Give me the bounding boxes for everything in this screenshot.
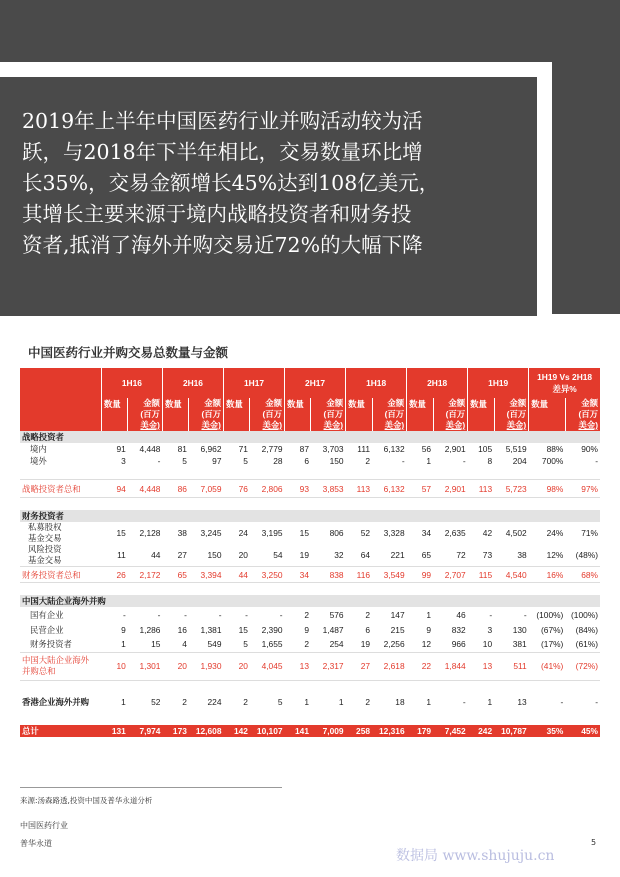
count-cell: 179 [407,725,433,737]
count-cell: 111 [357,444,371,454]
count-cell: 34 [421,528,432,538]
amount-cell: 966 [451,639,466,650]
count-cell: 2 [365,696,371,707]
amount-header: 金额 (百万 美金) [311,398,346,431]
amount-cell: 4,540 [494,567,529,583]
count-cell: 19 [360,639,371,650]
amount-cell: 576 [329,609,344,620]
diff-cell: 45% [565,725,600,737]
count-cell: 105 [478,444,493,454]
diff-cell: 90% [581,444,598,454]
count-cell: 24 [238,528,248,538]
headline-line: 长35%，交易金额增长45%达到108亿美元， [22,171,440,195]
amount-cell: - [218,609,222,620]
count-cell: 13 [285,652,311,680]
amount-cell: 1,286 [139,624,161,635]
section-label: 中国大陆企业海外并购 [20,595,600,607]
count-cell: 1 [426,609,432,620]
amount-cell: 5,723 [494,480,529,498]
page-number: 5 [591,838,597,847]
amount-cell: 7,452 [433,725,468,737]
table-row [20,637,600,652]
table-row [20,725,600,737]
period-header: 1H16 [101,368,162,398]
header-blank [20,398,101,431]
diff-cell: (61%) [575,639,598,650]
diff-cell: 12% [546,550,564,560]
count-cell: 173 [162,725,188,737]
diff-header-line2: 差异% [552,384,577,394]
count-header: 数量 [346,398,372,431]
diff-cell: (67%) [541,624,564,635]
count-cell: 113 [468,480,494,498]
amount-cell: 224 [207,696,222,707]
count-header: 数量 [162,398,188,431]
row-label: 私募股权 基金交易 [28,522,62,543]
count-cell: 57 [407,480,433,498]
amount-cell: - [401,456,405,466]
count-cell: - [489,609,493,620]
table-row [20,443,600,455]
count-cell: 1 [121,696,126,707]
amount-cell: 12,608 [189,725,224,737]
amount-cell: 147 [390,609,405,620]
amount-cell: 150 [207,550,222,560]
source-note: 来源:汤森路透,投资中国及普华永道分析 [20,796,153,805]
headline-line: 其增长主要来源于境内战略投资者和财务投 [22,202,412,226]
count-cell: 87 [299,444,309,454]
count-cell: 1 [426,456,432,466]
amount-cell: 1,381 [200,624,222,635]
amount-cell: 5 [277,696,283,707]
section-header [20,595,600,607]
amount-cell: 4,045 [250,652,285,680]
count-cell: 81 [177,444,187,454]
count-cell: 15 [238,624,248,635]
amount-cell: 3,195 [261,528,283,538]
headline-line: 2019年上半年中国医药行业并购活动较为活 [22,109,423,133]
amount-cell: 1,655 [261,639,283,650]
count-cell: 5 [243,639,248,650]
count-cell: 26 [101,567,127,583]
period-header: 2H18 [407,368,468,398]
diff-cell: 35% [529,725,566,737]
headline-line: 跃，与2018年下半年相比，交易数量环比增 [22,140,423,164]
amount-cell: 1,844 [433,652,468,680]
table-row [20,544,600,567]
count-cell: 76 [223,480,249,498]
amount-cell: 44 [151,550,161,560]
amount-cell: 2,635 [444,528,466,538]
table-title: 中国医药行业并购交易总数量与金额 [28,345,229,360]
count-cell: - [184,609,187,620]
count-cell: 10 [101,652,127,680]
count-header: 数量 [407,398,433,431]
count-cell: 242 [468,725,494,737]
diff-cell: 16% [529,567,566,583]
amount-cell: 549 [207,639,222,650]
count-cell: 44 [223,567,249,583]
diff-cell: (100%) [536,609,564,620]
count-cell: 1 [121,639,126,650]
amount-cell: - [462,456,466,466]
table-row [20,691,600,713]
period-header: 1H19 [468,368,529,398]
header-units-row [20,398,600,431]
amount-cell: 221 [390,550,405,560]
amount-cell: 3,328 [383,528,405,538]
amount-cell: 1 [338,696,344,707]
count-cell: 20 [223,652,249,680]
amount-cell: 2,901 [444,444,466,454]
headline-text [22,106,532,261]
amount-cell: 511 [494,652,529,680]
count-cell: 11 [117,550,126,560]
amount-cell: 2,128 [139,528,161,538]
diff-cell: 700% [541,456,564,466]
amount-cell: 2,256 [383,639,405,650]
ma-deals-table [20,368,600,737]
amount-header: 金额 (百万 美金) [372,398,407,431]
row-label: 风险投资 基金交易 [28,544,62,565]
count-cell: - [245,609,248,620]
count-cell: 2 [365,609,371,620]
diff-cell: (41%) [529,652,566,680]
count-cell: 65 [162,567,188,583]
amount-cell: 838 [311,567,346,583]
diff-cell: 98% [529,480,566,498]
count-cell: 115 [468,567,494,583]
amount-cell: 2,806 [250,480,285,498]
amount-header: 金额 (百万 美金) [494,398,529,431]
diff-count-header: 数量 [529,398,566,431]
amount-cell: 4,448 [128,480,163,498]
amount-cell: - [462,696,466,707]
count-cell: 4 [182,639,187,650]
amount-cell: 4,448 [139,444,161,454]
diff-header [529,368,600,398]
count-cell: 42 [482,528,493,538]
count-cell: 34 [285,567,311,583]
table-row [20,455,600,467]
amount-cell: 18 [395,696,405,707]
amount-cell: 52 [151,696,161,707]
amount-cell: - [279,609,283,620]
amount-cell: 3,853 [311,480,346,498]
count-cell: 8 [487,456,493,466]
amount-header: 金额 (百万 美金) [189,398,224,431]
amount-header: 金额 (百万 美金) [433,398,468,431]
amount-cell: 7,059 [189,480,224,498]
amount-header: 金额 (百万 美金) [128,398,163,431]
watermark: 数据局 www.shujuju.cn [396,848,555,864]
count-cell: 142 [223,725,249,737]
table-row [20,652,600,680]
count-cell: 258 [346,725,372,737]
diff-amount-header: 金额 (百万 美金) [565,398,600,431]
amount-cell: 54 [273,550,283,560]
period-header: 2H16 [162,368,223,398]
count-cell: 9 [121,624,126,635]
count-cell: 15 [299,528,309,538]
count-cell: 5 [243,456,248,466]
table-row [20,522,600,544]
count-cell: 6 [304,456,309,466]
amount-cell: 2,618 [372,652,407,680]
amount-cell: 215 [390,624,405,635]
amount-cell: 806 [329,528,344,538]
count-cell: 73 [482,550,493,560]
diff-cell: 97% [565,480,600,498]
count-header: 数量 [223,398,249,431]
diff-cell: - [595,696,598,707]
count-cell: 16 [177,624,187,635]
row-label: 战略投资者总和 [20,480,101,498]
count-cell: 64 [360,550,371,560]
count-cell: 27 [346,652,372,680]
count-cell: 15 [116,528,126,538]
amount-cell: 150 [329,456,344,466]
count-cell: 86 [162,480,188,498]
amount-cell: - [157,456,161,466]
diff-cell: 88% [546,444,564,454]
amount-cell: - [157,609,161,620]
count-cell: 113 [346,480,372,498]
count-cell: 22 [407,652,433,680]
count-cell: 13 [468,652,494,680]
table-row [20,622,600,637]
count-cell: 2 [304,639,309,650]
count-cell: 141 [285,725,311,737]
count-cell: 20 [162,652,188,680]
count-cell: 6 [365,624,371,635]
row-label: 总计 [20,725,101,737]
count-cell: 9 [426,624,432,635]
section-label: 战略投资者 [20,431,600,443]
count-cell: 91 [116,444,126,454]
row-label: 国有企业 [30,609,64,620]
row-label: 境外 [30,456,47,466]
amount-cell: 3,245 [200,528,222,538]
diff-cell: (72%) [565,652,600,680]
count-cell: 93 [285,480,311,498]
header-blank [20,368,101,398]
amount-cell: 3,394 [189,567,224,583]
count-cell: 3 [121,456,126,466]
amount-cell: 46 [456,609,466,620]
count-cell: 131 [101,725,127,737]
amount-cell: 7,009 [311,725,346,737]
amount-cell: 130 [512,624,527,635]
amount-cell: 38 [517,550,527,560]
amount-cell: 2,779 [261,444,283,454]
amount-cell: 2,390 [261,624,283,635]
footer-company: 普华永道 [20,839,52,848]
count-cell: 94 [101,480,127,498]
amount-cell: 97 [212,456,222,466]
count-cell: 2 [365,456,371,466]
diff-cell: 71% [581,528,598,538]
period-header: 1H17 [223,368,284,398]
count-header: 数量 [285,398,311,431]
amount-cell: 28 [273,456,283,466]
amount-cell: 15 [151,639,161,650]
amount-cell: 7,974 [128,725,163,737]
count-cell: 27 [177,550,187,560]
row-label: 财务投资者 [30,639,72,650]
amount-cell: 4,502 [505,528,527,538]
count-cell: 56 [421,444,432,454]
table-row [20,607,600,622]
diff-cell: (48%) [575,550,598,560]
amount-cell: 2,901 [433,480,468,498]
count-cell: 5 [182,456,187,466]
source-divider [20,787,282,788]
amount-cell: 6,962 [200,444,222,454]
diff-cell: - [595,456,598,466]
table-row [20,567,600,583]
amount-cell: 1,930 [189,652,224,680]
diff-cell: - [560,696,564,707]
section-header [20,431,600,443]
count-cell: - [123,609,126,620]
amount-cell: 1,301 [128,652,163,680]
table-row [20,480,600,498]
amount-cell: 10,107 [250,725,285,737]
row-label: 民营企业 [30,624,64,635]
count-cell: 12 [421,639,432,650]
period-header: 1H18 [346,368,407,398]
diff-cell: 68% [565,567,600,583]
amount-cell: 3,549 [372,567,407,583]
amount-cell: 12,316 [372,725,407,737]
amount-cell: 381 [512,639,527,650]
amount-cell: 10,787 [494,725,529,737]
count-cell: 1 [487,696,493,707]
diff-cell: 24% [546,528,564,538]
amount-cell: 3,250 [250,567,285,583]
count-cell: 116 [346,567,372,583]
diff-cell: (17%) [541,639,564,650]
count-cell: 65 [421,550,432,560]
count-cell: 9 [304,624,309,635]
count-cell: 52 [360,528,371,538]
amount-cell: 3,703 [322,444,344,454]
amount-cell: - [523,609,527,620]
amount-cell: 1,487 [322,624,344,635]
count-cell: 2 [182,696,187,707]
amount-cell: 2,172 [128,567,163,583]
amount-cell: 254 [329,639,344,650]
amount-cell: 13 [517,696,527,707]
count-cell: 2 [243,696,248,707]
amount-cell: 2,707 [433,567,468,583]
amount-cell: 6,132 [383,444,405,454]
headline-line: 资者,抵消了海外并购交易近72%的大幅下降 [22,233,423,257]
diff-cell: (100%) [571,609,598,620]
count-header: 数量 [101,398,127,431]
row-label: 香港企业海外并购 [22,696,89,707]
count-cell: 19 [299,550,309,560]
count-cell: 1 [304,696,309,707]
section-label: 财务投资者 [20,510,600,522]
count-cell: 10 [482,639,493,650]
amount-cell: 2,317 [311,652,346,680]
count-cell: 2 [304,609,309,620]
section-header [20,510,600,522]
diff-cell: (84%) [575,624,598,635]
amount-cell: 832 [451,624,466,635]
count-header: 数量 [468,398,494,431]
count-cell: 99 [407,567,433,583]
amount-cell: 204 [512,456,527,466]
row-label: 财务投资者总和 [20,567,101,583]
count-cell: 38 [177,528,187,538]
row-label: 中国大陆企业海外 并购总和 [20,652,101,680]
period-header: 2H17 [285,368,346,398]
count-cell: 71 [238,444,248,454]
count-cell: 1 [426,696,432,707]
diff-header-line1: 1H19 Vs 2H18 [537,372,593,382]
amount-cell: 5,519 [505,444,527,454]
amount-cell: 32 [334,550,344,560]
row-label: 境内 [30,444,47,454]
header-periods-row [20,368,600,398]
amount-header: 金额 (百万 美金) [250,398,285,431]
footer-report-name: 中国医药行业 [20,821,68,830]
amount-cell: 72 [456,550,466,560]
count-cell: 20 [238,550,248,560]
count-cell: 3 [487,624,493,635]
amount-cell: 6,132 [372,480,407,498]
